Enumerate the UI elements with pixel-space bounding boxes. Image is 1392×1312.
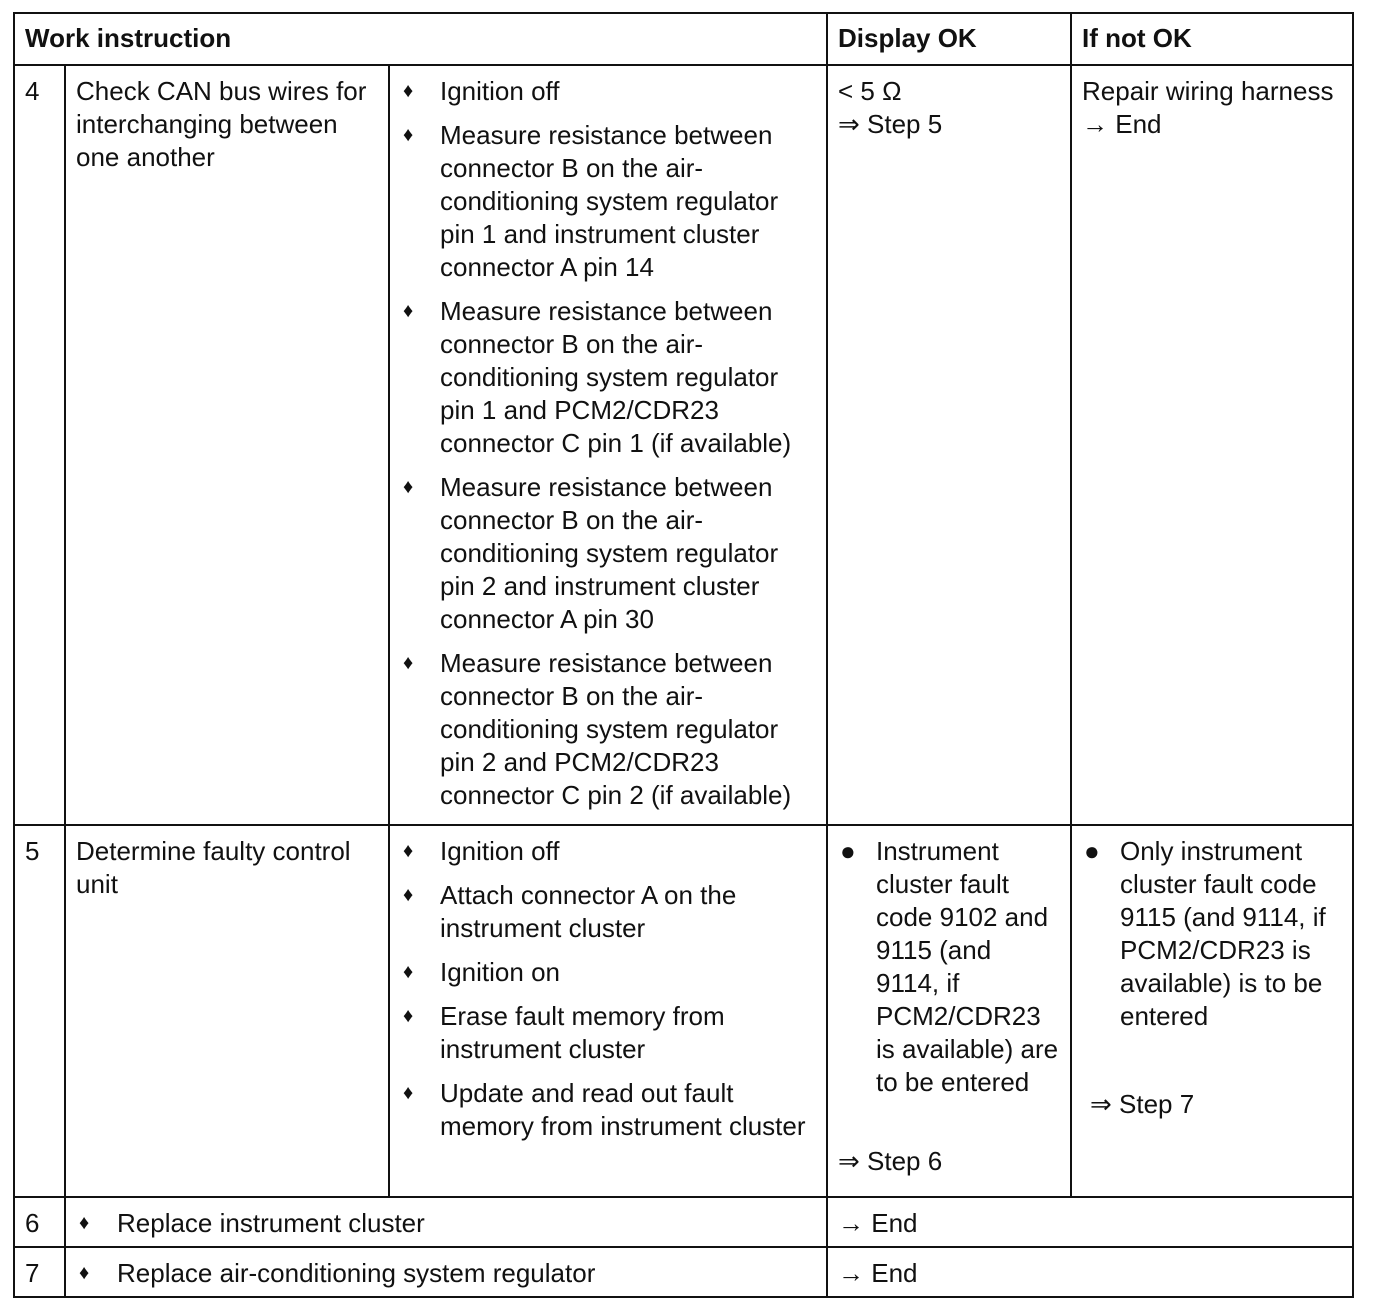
diamond-bullet-icon: ♦ (403, 80, 414, 102)
instruction-item: ♦ Measure resistance between connector B on the air-conditioning system regulator pin 2 and PCM2/CDR23 connector C pin 2 (if available) (403, 648, 792, 810)
if-not-ok-cell (1071, 65, 1353, 825)
if-not-ok-list (1082, 835, 1342, 1033)
table-row-step-6 (14, 1197, 1353, 1247)
instruction-item: ♦ Update and read out fault memory from instrument cluster (403, 1078, 806, 1141)
diamond-bullet-icon: ♦ (403, 840, 414, 862)
diamond-bullet-icon: ♦ (403, 124, 414, 146)
display-ok-cell (827, 65, 1071, 825)
display-ok-item: ● Instrument cluster fault code 9102 and 9115 (and 9114, if PCM2/CDR23 is available) are to be entered (840, 836, 1059, 1097)
diamond-bullet-icon: ♦ (403, 1005, 414, 1027)
instruction-list (400, 75, 816, 812)
display-ok-value: < 5 Ω (838, 76, 902, 106)
display-ok-next-step: ⇒ Step 6 (838, 1146, 943, 1176)
instruction-list (400, 835, 816, 1143)
instruction-list-cell (389, 65, 827, 825)
if-not-ok-item: ● Only instrument cluster fault code 9115 (and 9114, if PCM2/CDR23 is available) is to be entered (1084, 836, 1326, 1031)
instruction-item: ♦ Ignition off (403, 76, 560, 106)
if-not-ok-next-step: ⇒ Step 7 (1090, 1089, 1195, 1119)
result-cell: → End (827, 1247, 1353, 1297)
diamond-bullet-icon: ♦ (79, 1262, 90, 1284)
instruction-item: ♦ Measure resistance between connector B on the air-conditioning system regulator pin 1 and PCM2/CDR23 connector C pin 1 (if available) (403, 296, 792, 458)
instruction-item: ♦ Ignition on (403, 957, 560, 987)
table-row-step-5 (14, 825, 1353, 1197)
header-display-ok: Display OK (827, 13, 1071, 65)
display-ok-cell (827, 825, 1071, 1197)
instruction-item: ♦ Erase fault memory from instrument cluster (403, 1001, 725, 1064)
instruction-item: ♦ Attach connector A on the instrument cluster (403, 880, 737, 943)
diamond-bullet-icon: ♦ (403, 300, 414, 322)
step-number: 6 (14, 1197, 65, 1247)
diamond-bullet-icon: ♦ (403, 476, 414, 498)
instruction-cell (65, 1247, 827, 1297)
round-bullet-icon: ● (1084, 836, 1100, 866)
instruction-item: ♦ Measure resistance between connector B on the air-conditioning system regulator pin 1 and instrument cluster connector A pin 14 (403, 120, 779, 282)
instruction-list-cell (389, 825, 827, 1197)
table-row-step-7 (14, 1247, 1353, 1297)
round-bullet-icon: ● (840, 836, 856, 866)
instruction-cell (65, 1197, 827, 1247)
task-description: Determine faulty control unit (65, 825, 389, 1197)
diamond-bullet-icon: ♦ (403, 1082, 414, 1104)
header-row (14, 13, 1353, 65)
step-number: 5 (14, 825, 65, 1197)
table-row-step-4 (14, 65, 1353, 825)
diamond-bullet-icon: ♦ (79, 1212, 90, 1234)
result-cell: → End (827, 1197, 1353, 1247)
display-ok-list (838, 835, 1060, 1099)
display-ok-next-step: ⇒ Step 5 (838, 109, 943, 139)
instruction-text: Replace air-conditioning system regulator (117, 1258, 596, 1288)
diamond-bullet-icon: ♦ (403, 884, 414, 906)
task-description: Check CAN bus wires for interchanging between one another (65, 65, 389, 825)
instruction-text: Replace instrument cluster (117, 1208, 425, 1238)
diamond-bullet-icon: ♦ (403, 652, 414, 674)
header-work-instruction: Work instruction (14, 13, 827, 65)
if-not-ok-next-step: → End (1082, 109, 1162, 139)
step-number: 7 (14, 1247, 65, 1297)
step-number: 4 (14, 65, 65, 825)
if-not-ok-cell (1071, 825, 1353, 1197)
work-instruction-table (13, 12, 1354, 1298)
if-not-ok-action: Repair wiring harness (1082, 76, 1334, 106)
diamond-bullet-icon: ♦ (403, 961, 414, 983)
instruction-item: ♦ Ignition off (403, 836, 560, 866)
header-if-not-ok: If not OK (1071, 13, 1353, 65)
instruction-item: ♦ Measure resistance between connector B on the air-conditioning system regulator pin 2 and instrument cluster connector A pin 30 (403, 472, 779, 634)
